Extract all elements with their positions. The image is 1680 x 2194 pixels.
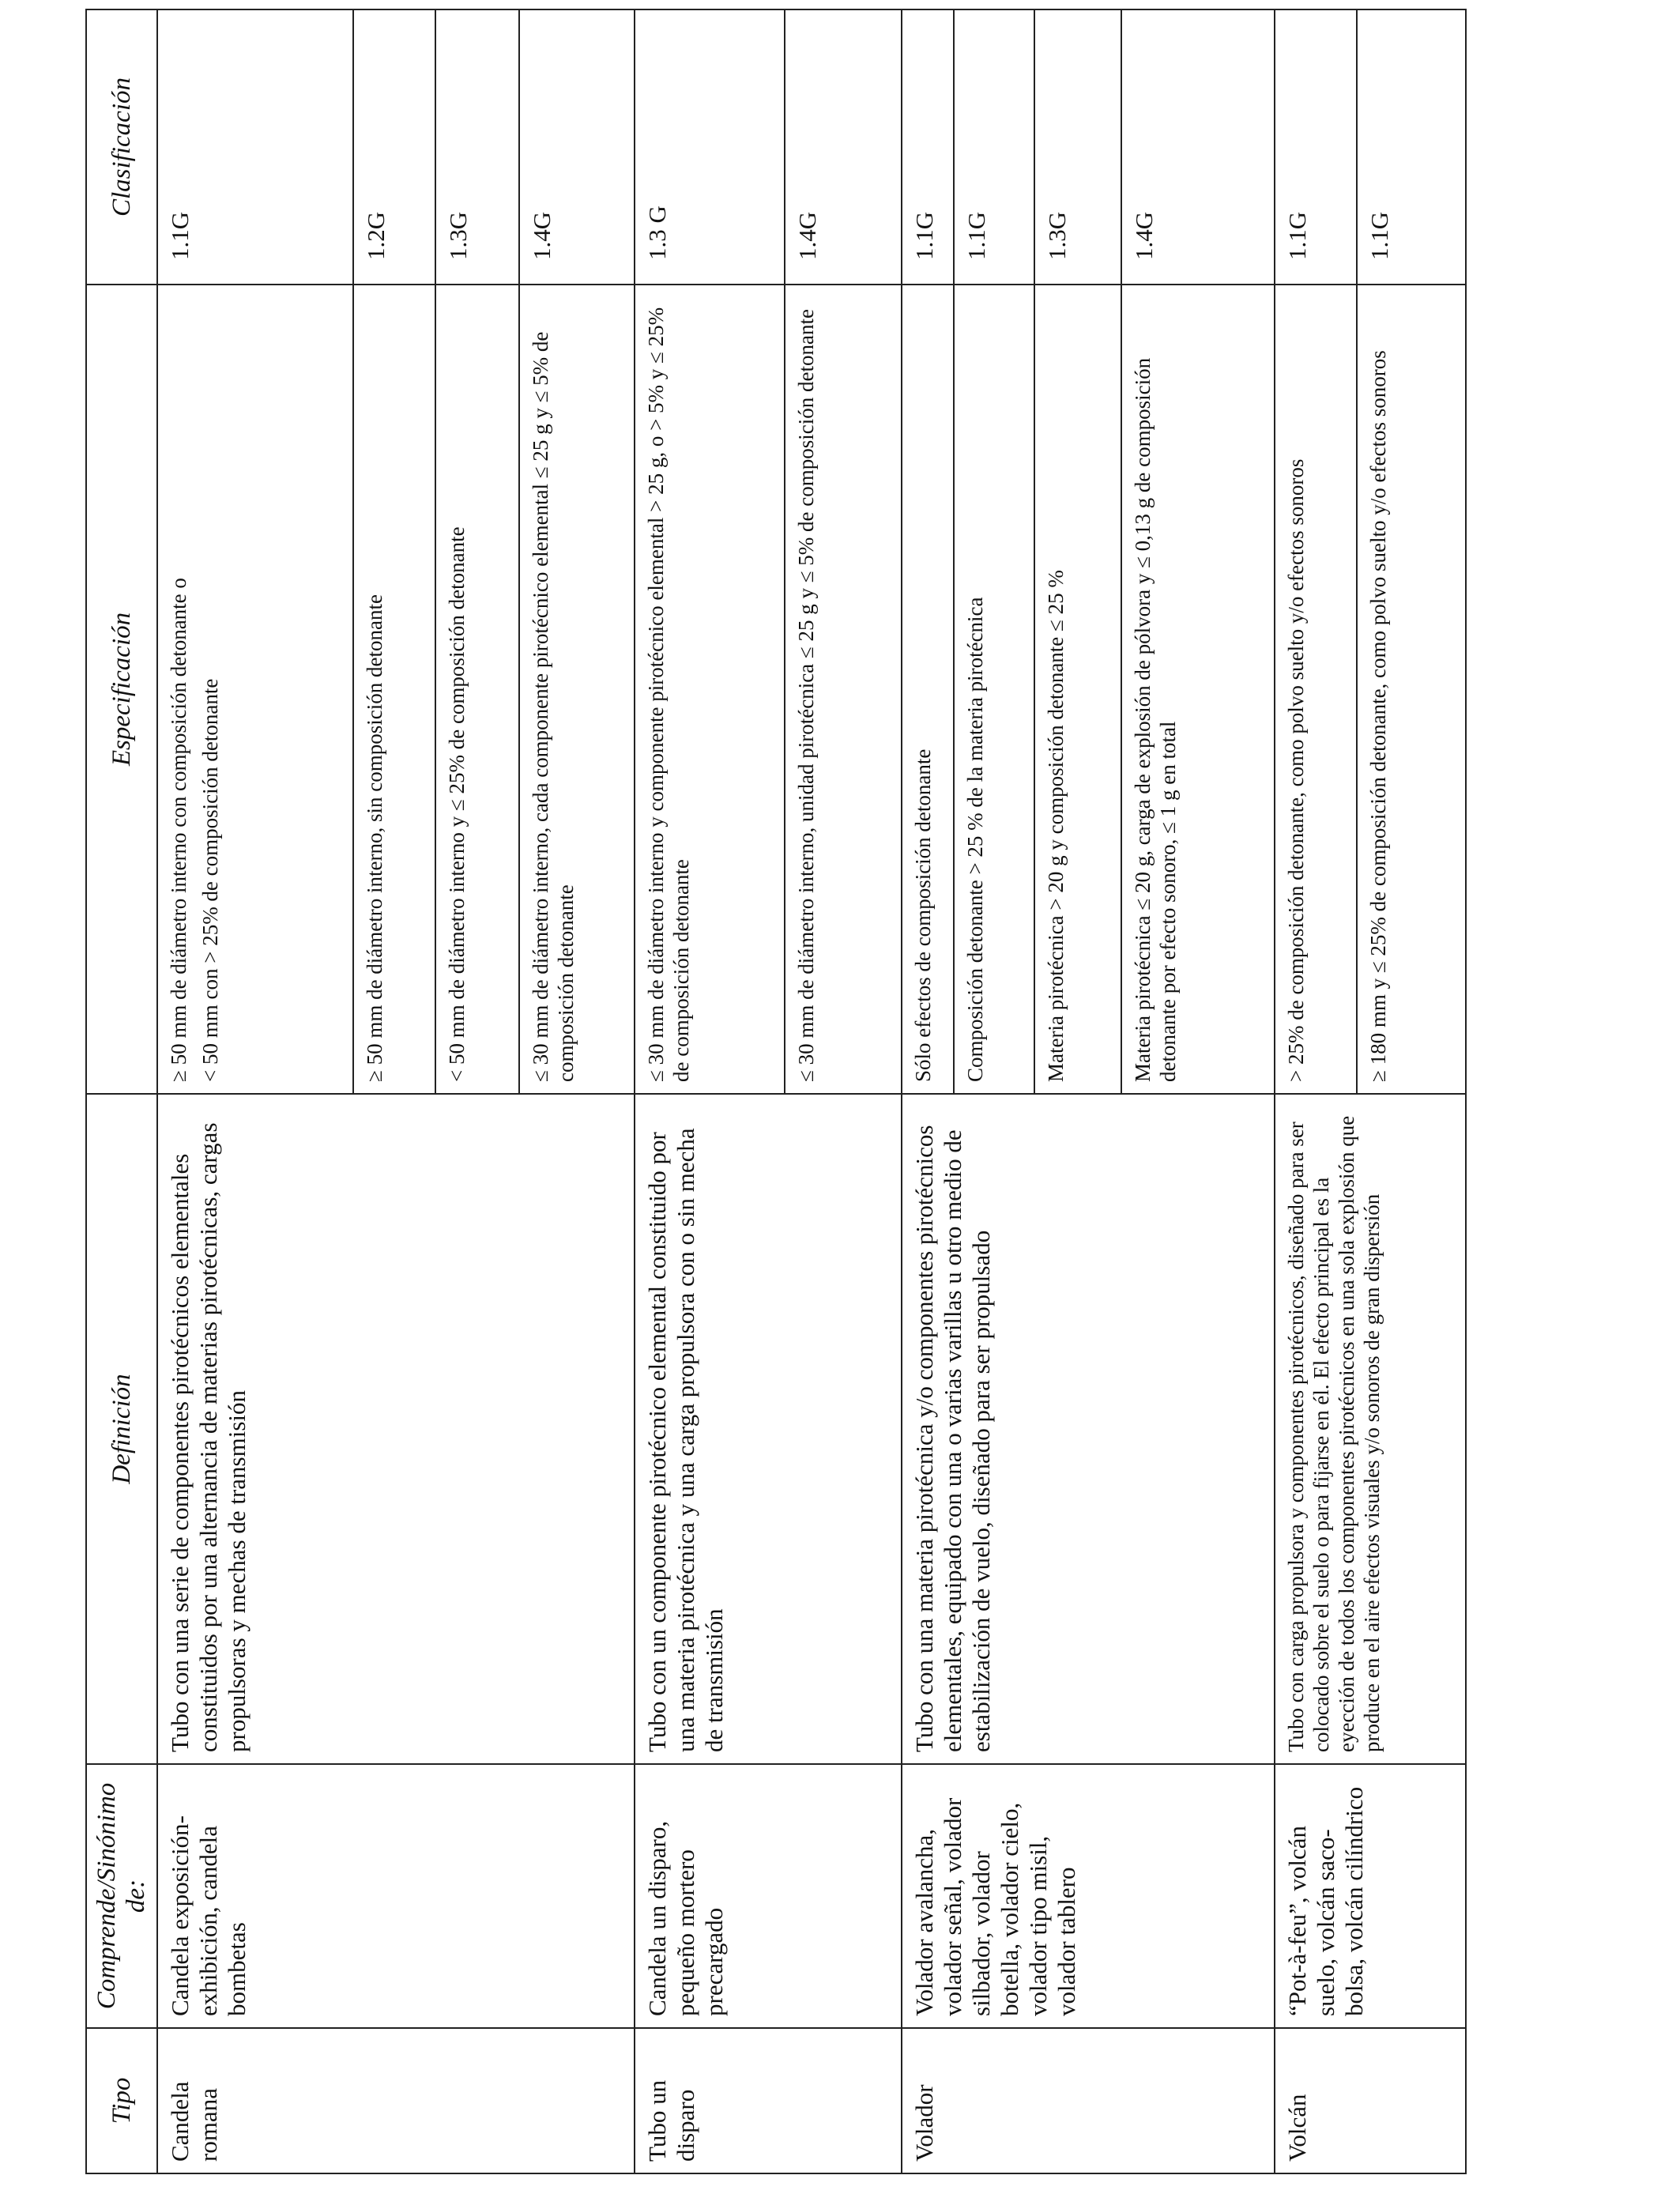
cell-tipo: Tubo un disparo	[635, 2028, 902, 2173]
cell-especificacion: Materia pirotécnica > 20 g y composición detonante ≤ 25 %	[1034, 285, 1121, 1094]
cell-definicion: Tubo con una serie de componentes pirotécnicos elementales constituidos por una alternancia de materias pirotécnicas, cargas propulsoras y mechas de transmisión	[157, 1094, 635, 1764]
cell-tipo: Volcán	[1275, 2028, 1466, 2173]
cell-clasificacion: 1.3G	[435, 9, 519, 285]
cell-clasificacion: 1.1G	[954, 9, 1034, 285]
cell-tipo: Candela romana	[157, 2028, 635, 2173]
header-tipo: Tipo	[86, 2028, 157, 2173]
cell-clasificacion: 1.4G	[1121, 9, 1275, 285]
cell-especificacion	[157, 285, 353, 1094]
cell-clasificacion: 1.1G	[1357, 9, 1466, 285]
header-clasificacion: Clasificación	[86, 9, 157, 285]
cell-clasificacion: 1.1G	[157, 9, 353, 285]
cell-comprende: Volador avalancha, volador señal, volador silbador, volador botella, volador cielo, volador tipo misil, volador tablero	[902, 1764, 1275, 2028]
spec-line: < 50 mm con > 25% de composición detonante	[198, 678, 222, 1082]
cell-definicion: Tubo con carga propulsora y componentes pirotécnicos, diseñado para ser colocado sobre el suelo o para fijarse en él. El efecto principal es la eyección de todos los componentes pirotécnicos en una sola explosión que produce en el aire efectos visuales y/o sonoros de gran dispersión	[1275, 1094, 1466, 1764]
cell-especificacion: ≤ 30 mm de diámetro interno y componente pirotécnico elemental > 25 g, o > 5% y ≤ 25% de composición detonante	[635, 285, 785, 1094]
table-header-row	[86, 9, 157, 2173]
cell-especificacion: Materia pirotécnica ≤ 20 g, carga de explosión de pólvora y ≤ 0,13 g de composición detonante por efecto sonoro, ≤ 1 g en total	[1121, 285, 1275, 1094]
cell-especificacion: ≤ 30 mm de diámetro interno, unidad pirotécnica ≤ 25 g y ≤ 5% de composición detonante	[785, 285, 902, 1094]
table-row	[157, 9, 353, 2173]
header-especificacion: Especificación	[86, 285, 157, 1094]
cell-especificacion: ≥ 50 mm de diámetro interno, sin composición detonante	[353, 285, 435, 1094]
table-row	[635, 9, 785, 2173]
cell-especificacion: ≤ 30 mm de diámetro interno, cada componente pirotécnico elemental ≤ 25 g y ≤ 5% de composición detonante	[519, 285, 635, 1094]
cell-clasificacion: 1.4G	[785, 9, 902, 285]
cell-clasificacion: 1.4G	[519, 9, 635, 285]
cell-clasificacion: 1.1G	[902, 9, 954, 285]
cell-definicion: Tubo con una materia pirotécnica y/o componentes pirotécnicos elementales, equipado con una o varias varillas u otro medio de estabilización de vuelo, diseñado para ser propulsado	[902, 1094, 1275, 1764]
cell-especificacion: < 50 mm de diámetro interno y ≤ 25% de composición detonante	[435, 285, 519, 1094]
cell-especificacion: > 25% de composición detonante, como polvo suelto y/o efectos sonoros	[1275, 285, 1357, 1094]
table-row	[902, 9, 954, 2173]
header-comprende: Comprende/Sinónimo de:	[86, 1764, 157, 2028]
cell-clasificacion: 1.2G	[353, 9, 435, 285]
cell-clasificacion: 1.1G	[1275, 9, 1357, 285]
rotated-table-container	[85, 10, 1463, 2174]
spec-line: ≥ 50 mm de diámetro interno con composición detonante o	[167, 578, 190, 1082]
cell-tipo: Volador	[902, 2028, 1275, 2173]
cell-comprende: “Pot-à-feu”, volcán suelo, volcán saco-bolsa, volcán cilíndrico	[1275, 1764, 1466, 2028]
table-row	[1275, 9, 1357, 2173]
fireworks-classification-table	[85, 9, 1467, 2174]
cell-especificacion: ≥ 180 mm y ≤ 25% de composición detonante, como polvo suelto y/o efectos sonoros	[1357, 285, 1466, 1094]
cell-especificacion: Composición detonante > 25 % de la materia pirotécnica	[954, 285, 1034, 1094]
cell-especificacion: Sólo efectos de composición detonante	[902, 285, 954, 1094]
cell-definicion: Tubo con un componente pirotécnico elemental constituido por una materia pirotécnica y una carga propulsora con o sin mecha de transmisión	[635, 1094, 902, 1764]
cell-clasificacion: 1.3 G	[635, 9, 785, 285]
cell-comprende: Candela exposición-exhibición, candela bombetas	[157, 1764, 635, 2028]
cell-clasificacion: 1.3G	[1034, 9, 1121, 285]
cell-comprende: Candela un disparo, pequeño mortero precargado	[635, 1764, 902, 2028]
header-definicion: Definición	[86, 1094, 157, 1764]
